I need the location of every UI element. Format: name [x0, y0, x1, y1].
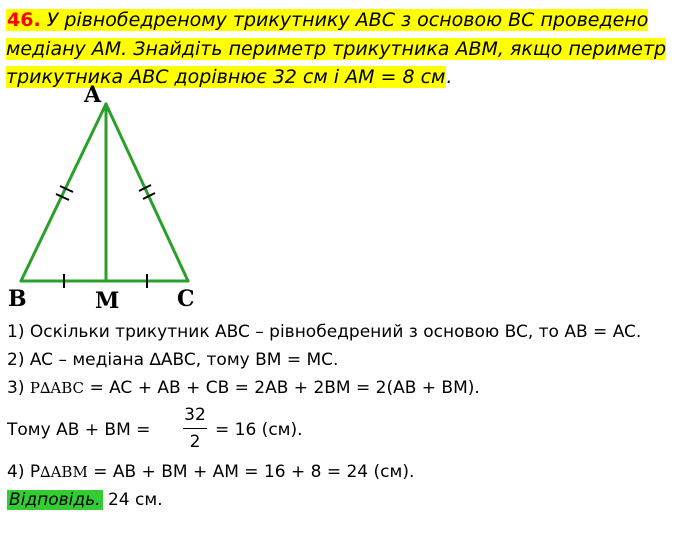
task-highlight	[6, 9, 666, 88]
solution-step-4-p: 4) P	[7, 462, 41, 482]
task-text: У рівнобедреному трикутнику ABC з основою BC проведено медіану AM. Знайдіть периметр трикутника ABM, якщо периметр трикутника ABC дорівнює 32 см і AM = 8 см	[6, 9, 667, 88]
solution-step-4-rest: = AB + BM + AM = 16 + 8 = 24 (см).	[87, 462, 415, 482]
point-label-m: M	[95, 288, 120, 314]
side-ab	[21, 104, 106, 281]
vertex-label-a: A	[84, 82, 102, 108]
solution	[7, 318, 692, 514]
solution-step-1: 1) Оскільки трикутник ABC – рівнобедрений з основою BC, то AB = AC.	[7, 322, 642, 342]
task-end: .	[446, 66, 453, 88]
solution-step-fraction	[7, 402, 692, 458]
fraction	[181, 402, 209, 455]
task-number: 46.	[7, 9, 41, 31]
solution-step-3: 3) P∆ABC = AC + AB + CB = 2AB + 2BM = 2(AB + BM).	[7, 378, 480, 398]
vertex-label-b: B	[8, 286, 27, 312]
answer-line	[7, 486, 692, 514]
answer-value: 24 см.	[102, 490, 163, 510]
task-statement	[6, 6, 689, 92]
answer-label: Відповідь.	[9, 490, 101, 510]
solution-step-2: 2) AC – медіана ∆ABC, тому BM = MC.	[7, 350, 339, 370]
solution-step-3-rest: = AC + AB + CB = 2AB + 2BM = 2(AB + BM).	[84, 378, 480, 398]
vertex-label-c: C	[177, 286, 195, 312]
solution-step-4	[7, 458, 692, 486]
perimeter-subscript-abm: ∆ABM	[40, 463, 88, 481]
perimeter-subscript: ∆ABC	[39, 379, 85, 397]
perimeter-symbol: P	[29, 379, 40, 397]
side-ac	[106, 104, 188, 281]
fraction-denominator: 2	[189, 432, 201, 452]
fraction-lhs: Тому AB + BM =	[7, 420, 151, 440]
triangle-figure	[0, 82, 230, 320]
fraction-rhs: = 16 (см).	[215, 420, 303, 440]
fraction-numerator: 32	[184, 405, 206, 425]
